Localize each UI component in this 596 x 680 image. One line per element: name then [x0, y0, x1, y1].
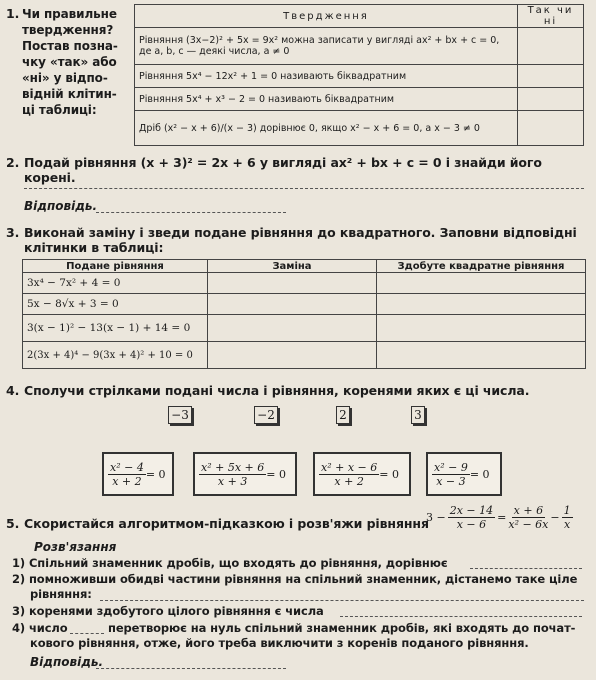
q1-prompt-line: чку «так» або: [22, 55, 117, 69]
q1-answer-cell-2[interactable]: [518, 65, 584, 88]
q1-header-answer: Так чи ні: [518, 5, 584, 28]
q3-substitution-cell-4[interactable]: [208, 342, 377, 369]
q5-step-1: 1) Спільний знаменник дробів, що входять до рівняння, дорівнює: [12, 556, 448, 570]
fraction-denominator: x + 3: [217, 474, 248, 488]
q5-step-2-line[interactable]: [100, 600, 584, 601]
q3-equation-2: 5x − 8√x + 3 = 0: [23, 294, 208, 315]
q1-answer-cell-4[interactable]: [518, 111, 584, 146]
q3-equation-1: 3x⁴ − 7x² + 4 = 0: [23, 273, 208, 294]
fraction-numerator: 2x − 14: [449, 504, 494, 517]
equation-rhs: = 0: [469, 467, 490, 481]
q3-substitution-cell-2[interactable]: [208, 294, 377, 315]
fraction-numerator: x² − 9: [434, 460, 468, 474]
fraction-denominator: x + 2: [112, 474, 142, 488]
q3-substitution-cell-3[interactable]: [208, 315, 377, 342]
q3-header-substitution: Заміна: [208, 260, 377, 273]
q5-number: 5.: [6, 516, 20, 531]
equation-rhs: = 0: [379, 467, 399, 481]
q5-answer-line[interactable]: [96, 668, 286, 669]
q1-prompt-line: Чи правильне: [22, 7, 117, 21]
q2-text: Подай рівняння (x + 3)² = 2x + 6 у вигляді ax² + bx + c = 0 і знайди його корені.: [24, 155, 542, 185]
q4-equation-box-2[interactable]: [193, 452, 297, 496]
q1-table: [134, 4, 584, 146]
equation-rhs: = 0: [145, 467, 166, 481]
q1-answer-cell-3[interactable]: [518, 88, 584, 111]
q1-statement-3: Рівняння 5x⁴ + x³ − 2 = 0 називають біквадратним: [135, 88, 518, 111]
q4-text: Сполучи стрілками подані числа і рівняння, коренями яких є ці числа.: [24, 383, 530, 398]
q3-substitution-cell-1[interactable]: [208, 273, 377, 294]
q3-number: 3.: [6, 225, 20, 240]
q3-result-cell-1[interactable]: [377, 273, 586, 294]
q1-statement-2: Рівняння 5x⁴ − 12x² + 1 = 0 називають біквадратним: [135, 65, 518, 88]
q1-prompt-line: твердження?: [22, 23, 114, 37]
q4-number: 4.: [6, 383, 20, 398]
q5-step-3: 3) коренями здобутого цілого рівняння є числа: [12, 604, 324, 618]
q2-answer-label: Відповідь.: [24, 199, 98, 213]
q1-header-statement: Твердження: [135, 5, 518, 28]
q1-prompt-line: «ні» у відпо-: [22, 71, 108, 85]
q4-equation-box-1[interactable]: [102, 452, 174, 496]
q1-prompt: [22, 6, 118, 118]
q5-equation: [426, 504, 575, 531]
q1-prompt-line: відній клітин-: [22, 87, 117, 101]
q1-answer-cell-1[interactable]: [518, 28, 584, 65]
q5-solution-label: Розв'язання: [34, 540, 117, 554]
q3-result-cell-2[interactable]: [377, 294, 586, 315]
q2-number: 2.: [6, 155, 20, 170]
q5-step-2b: рівняння:: [30, 587, 92, 601]
q4-equation-box-3[interactable]: [313, 452, 411, 496]
q5-step-4a: 4) число: [12, 621, 68, 635]
q5-step-4b: перетворює на нуль спільний знаменник дробів, які входять до почат-: [108, 621, 576, 635]
fraction-denominator: x − 6: [456, 518, 487, 531]
fraction-denominator: x + 2: [334, 474, 364, 488]
q1-number: 1.: [6, 6, 20, 21]
q5-eq-part: −: [550, 511, 560, 524]
q4-number-box-4[interactable]: 3: [411, 406, 425, 424]
q3-header-result: Здобуте квадратне рівняння: [377, 260, 586, 273]
fraction-numerator: x² + x − 6: [321, 460, 378, 474]
q5-step-4c: кового рівняння, отже, його треба виключити з коренів поданого рівняння.: [30, 636, 529, 650]
q2-answer-line[interactable]: [96, 212, 286, 213]
q4-number-box-2[interactable]: −2: [254, 406, 278, 424]
q5-eq-part: 3 −: [426, 511, 446, 524]
q5-eq-part: =: [497, 511, 507, 524]
q1-prompt-line: Постав позна-: [22, 39, 118, 53]
q1-statement-4: Дріб (x² − x + 6)/(x − 3) дорівнює 0, якщо x² − x + 6 = 0, а x − 3 ≠ 0: [135, 111, 518, 146]
q5-step-2: 2) помноживши обидві частини рівняння на спільний знаменник, дістанемо таке ціле: [12, 572, 578, 586]
fraction-numerator: x² − 4: [110, 460, 144, 474]
q5-step-1-line[interactable]: [470, 568, 582, 569]
fraction-denominator: x² − 6x: [508, 518, 549, 531]
q5-text: Скористайся алгоритмом-підказкою і розв'яжи рівняння: [24, 516, 429, 531]
q3-text: Виконай заміну і зведи подане рівняння до квадратного. Заповни відповідні клітинки в таблиці:: [24, 225, 577, 255]
equation-rhs: = 0: [266, 467, 286, 481]
fraction-denominator: x: [564, 518, 571, 531]
fraction-denominator: x − 3: [436, 474, 466, 488]
q5-step-4-line[interactable]: [70, 633, 104, 634]
fraction-numerator: x² + 5x + 6: [201, 460, 265, 474]
q3-result-cell-3[interactable]: [377, 315, 586, 342]
q3-equation-3: 3(x − 1)² − 13(x − 1) + 14 = 0: [23, 315, 208, 342]
q4-number-box-3[interactable]: 2: [336, 406, 350, 424]
fraction-numerator: x + 6: [513, 504, 544, 517]
q4-equation-box-4[interactable]: [426, 452, 502, 496]
q5-step-3-line[interactable]: [340, 616, 582, 617]
q3-header-given: Подане рівняння: [23, 260, 208, 273]
q5-answer-label: Відповідь.: [30, 655, 104, 669]
q1-statement-1: Рівняння (3x−2)² + 5x = 9x² можна записати у вигляді ax² + bx + c = 0, де a, b, c — деякі числа, a ≠ 0: [135, 28, 518, 65]
q2-work-line[interactable]: [24, 188, 584, 189]
q3-equation-4: 2(3x + 4)⁴ − 9(3x + 4)² + 10 = 0: [23, 342, 208, 369]
fraction-numerator: 1: [563, 504, 571, 517]
q4-number-box-1[interactable]: −3: [168, 406, 192, 424]
q3-table: [22, 259, 586, 369]
q3-result-cell-4[interactable]: [377, 342, 586, 369]
q1-prompt-line: ці таблиці:: [22, 103, 97, 117]
